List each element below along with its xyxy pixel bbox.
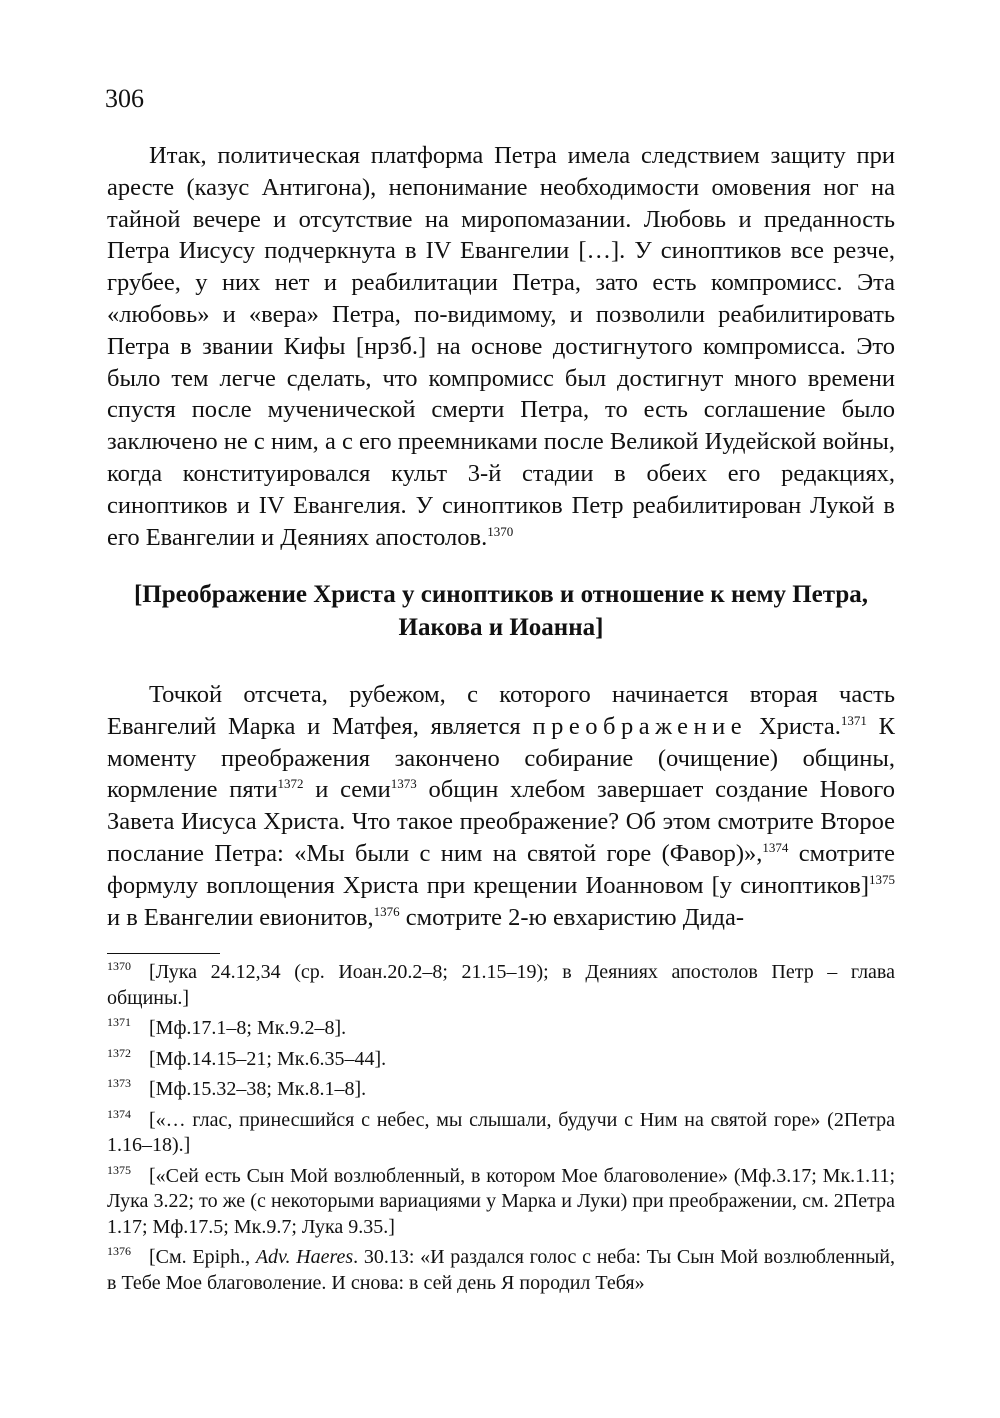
paragraph-2-text-3: К моменту преображения закончено собирание (очищение) общины, кормление пяти bbox=[107, 712, 895, 804]
footnote-ref-1370[interactable]: 1370 bbox=[487, 523, 514, 539]
footnote-1373 bbox=[107, 1077, 895, 1103]
footnote-text: [Мф.14.15–21; Мк.6.35–44]. bbox=[149, 1047, 387, 1070]
paragraph-2-text-4: и семи bbox=[303, 776, 391, 804]
footnotes bbox=[107, 960, 895, 1301]
footnote-1371 bbox=[107, 1016, 895, 1042]
footnote-separator bbox=[107, 953, 220, 954]
section-heading-line-1: [Преображение Христа у синоптиков и отношение к нему Петра, bbox=[133, 581, 869, 608]
footnote-1374 bbox=[107, 1108, 895, 1159]
spaced-emphasis-word: преображение bbox=[532, 712, 748, 740]
paragraph-2-text-8: смотрите 2-ю евхаристию Дида- bbox=[399, 903, 745, 931]
footnote-number: 1371 bbox=[107, 1015, 131, 1029]
footnote-ref-1375[interactable]: 1375 bbox=[869, 871, 895, 887]
page-number: 306 bbox=[105, 84, 144, 113]
footnote-text-pre: [См. Epiph., bbox=[149, 1246, 256, 1268]
footnote-text: [Мф.17.1–8; Мк.9.2–8]. bbox=[149, 1017, 347, 1039]
footnote-text: [Лука 24.12,34 (ср. Иоан.20.2–8; 21.15–19); в Деяниях апостолов Петр – глава общины.] bbox=[107, 961, 895, 1009]
footnote-number: 1370 bbox=[107, 959, 131, 973]
footnote-1370 bbox=[107, 960, 895, 1011]
footnote-ref-1376[interactable]: 1376 bbox=[373, 903, 400, 919]
footnote-ref-1372[interactable]: 1372 bbox=[277, 776, 304, 792]
footnote-text: [«… глас, принесшийся с небес, мы слышали, будучи с Ним на святой горе» (2Петра 1.16–18).] bbox=[107, 1108, 895, 1156]
paragraph-2-text-5: общин хлебом завершает создание Нового Завета Иисуса Христа. Что такое преображение? Об этом смотрите Второе послание Петра: «Мы были с ним на святой горе (Фавор)», bbox=[107, 776, 895, 867]
footnote-1372 bbox=[107, 1047, 895, 1073]
footnote-number: 1374 bbox=[107, 1106, 131, 1121]
footnote-1375 bbox=[107, 1164, 895, 1241]
footnote-text-italic: Adv. Haeres bbox=[255, 1246, 354, 1268]
paragraph-1 bbox=[107, 140, 895, 553]
paragraph-2-text-6: смотрите формулу воплощения Христа при крещении Иоанновом [у синоптиков] bbox=[107, 839, 895, 899]
paragraph-2-text-7: и в Евангелии евионитов, bbox=[107, 903, 374, 931]
footnote-text: [Мф.15.32–38; Мк.8.1–8]. bbox=[149, 1078, 367, 1100]
footnote-number: 1373 bbox=[107, 1076, 131, 1090]
section-heading bbox=[107, 578, 895, 644]
section-heading-line-2: Иакова и Иоанна] bbox=[398, 614, 604, 641]
footnote-number: 1372 bbox=[107, 1045, 131, 1060]
footnote-ref-1373[interactable]: 1373 bbox=[390, 776, 417, 792]
footnote-text-post: . 30.13: «И раздался голос с неба: Ты Сын Мой возлюбленный, в Тебе Мое благоволение. И снова: в сей день Я породил Тебя» bbox=[107, 1246, 895, 1294]
footnote-ref-1374[interactable]: 1374 bbox=[762, 839, 789, 855]
footnote-text: [«Сей есть Сын Мой возлюбленный, в котором Мое благоволение» (Мф.3.17; Мк.1.11; Лука 3.22; то же (с некоторыми вариациями у Марка и Луки) при преображении, см. 2Петра 1.17; Мф.17.5; Мк.9.7; Лука 9.35.] bbox=[107, 1164, 895, 1238]
footnote-ref-1371[interactable]: 1371 bbox=[840, 712, 867, 728]
paragraph-2-text-2: Христа. bbox=[747, 712, 841, 740]
paragraph-1-text: Итак, политическая платформа Петра имела следствием защиту при аресте (казус Антигона), непонимание необходимости омовения ног на тайной вечере и отсутствие на миропомазании. Любовь и преданность Петра Иисусу подчеркнута в IV Евангелии […]. У синоптиков все резче, грубее, у них нет и реабилитации Петра, зато есть компромисс. Эта «любовь» и «вера» Петра, по-видимому, и позволили реабилитировать Петра в звании Кифы [нрзб.] на основе достигнутого компромисса. Это было тем легче сделать, что компромисс был достигнут много времени спустя после мученической смерти Петра, то есть соглашение было заключено не с ним, а с его преемниками после Великой Иудейской войны, когда конституировался культ 3-й стадии в обеих его редакциях, синоптиков и IV Евангелия. У синоптиков Петр реабилитирован Лукой в его Евангелии и Деяниях апостолов. bbox=[107, 142, 895, 551]
footnote-number: 1375 bbox=[107, 1162, 131, 1177]
footnote-number: 1376 bbox=[107, 1244, 131, 1258]
footnote-1376 bbox=[107, 1245, 895, 1296]
paragraph-2-text-1: Точкой отсчета, рубежом, с которого начинается вторая часть Евангелий Марка и Матфея, является bbox=[107, 681, 895, 740]
paragraph-2 bbox=[107, 679, 895, 933]
